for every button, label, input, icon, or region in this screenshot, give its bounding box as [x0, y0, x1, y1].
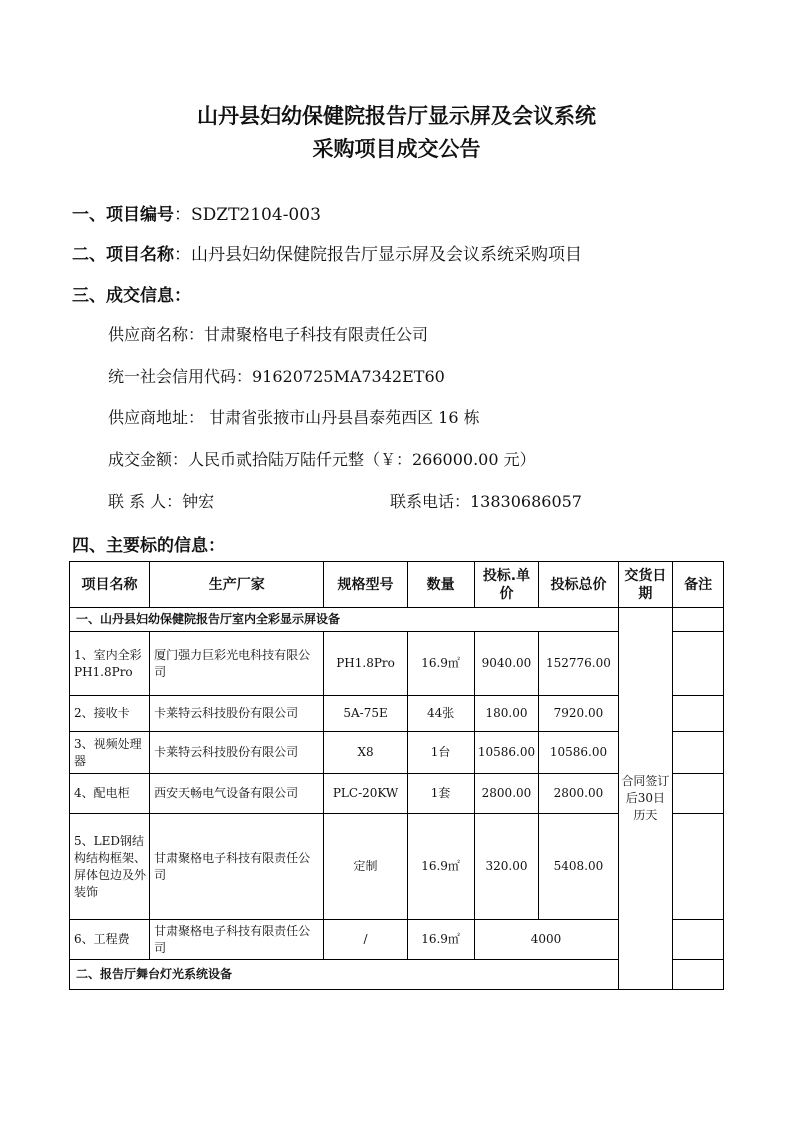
deal-info-heading: [72, 281, 191, 306]
header-note: 备注: [673, 562, 724, 608]
deal-info-label: 三、成交信息：: [72, 286, 191, 306]
cell-price: 9040.00: [474, 632, 539, 696]
contact-phone: 联系电话：13830686057: [390, 492, 582, 511]
group2-label: 二、报告厅舞台灯光系统设备: [70, 960, 619, 990]
cell-maker: 卡莱特云科技股份有限公司: [150, 732, 324, 774]
delivery-date-cell: 合同签订后30日历天: [618, 608, 673, 990]
cell-name: 6、工程费: [70, 920, 150, 960]
main-items-label: 四、主要标的信息：: [72, 536, 225, 556]
cell-total: 2800.00: [539, 774, 618, 814]
project-number-value: ：SDZT2104-003: [174, 205, 321, 225]
cell-model: PLC-20KW: [324, 774, 407, 814]
cell-name: 4、配电柜: [70, 774, 150, 814]
supplier-name: 供应商名称：甘肃聚格电子科技有限责任公司: [108, 325, 429, 344]
project-number-label: 一、项目编号: [72, 205, 174, 225]
header-maker: 生产厂家: [150, 562, 324, 608]
supplier-address: 供应商地址： 甘肃省张掖市山丹县昌泰苑西区 16 栋: [108, 408, 480, 427]
cell-qty: 16.9㎡: [407, 632, 474, 696]
group-row: [70, 608, 724, 632]
note-cell: [673, 774, 724, 814]
project-name-value: ：山丹县妇幼保健院报告厅显示屏及会议系统采购项目: [174, 245, 582, 265]
project-name-label: 二、项目名称: [72, 245, 174, 265]
cell-total: 5408.00: [539, 814, 618, 920]
header-delivery: 交货日期: [618, 562, 673, 608]
cell-price: 180.00: [474, 696, 539, 732]
project-number-line: [72, 200, 321, 225]
group1-label: 一、山丹县妇幼保健院报告厅室内全彩显示屏设备: [70, 608, 619, 632]
cell-name: 1、室内全彩PH1.8Pro: [70, 632, 150, 696]
cell-name: 2、接收卡: [70, 696, 150, 732]
cell-model: 5A-75E: [324, 696, 407, 732]
cell-maker: 甘肃聚格电子科技有限责任公司: [150, 920, 324, 960]
header-total: 投标总价: [539, 562, 618, 608]
cell-maker: 西安天畅电气设备有限公司: [150, 774, 324, 814]
note-cell: [673, 732, 724, 774]
cell-total: 152776.00: [539, 632, 618, 696]
header-name: 项目名称: [70, 562, 150, 608]
cell-price: 10586.00: [474, 732, 539, 774]
cell-combined-price: 4000: [474, 920, 618, 960]
cell-qty: 44张: [407, 696, 474, 732]
header-price: 投标.单价: [474, 562, 539, 608]
cell-maker: 甘肃聚格电子科技有限责任公司: [150, 814, 324, 920]
header-qty: 数量: [407, 562, 474, 608]
cell-total: 10586.00: [539, 732, 618, 774]
cell-maker: 卡莱特云科技股份有限公司: [150, 696, 324, 732]
cell-model: /: [324, 920, 407, 960]
note-cell: [673, 608, 724, 632]
doc-title-line1: 山丹县妇幼保健院报告厅显示屏及会议系统: [197, 104, 596, 128]
cell-model: PH1.8Pro: [324, 632, 407, 696]
header-model: 规格型号: [324, 562, 407, 608]
note-cell: [673, 814, 724, 920]
cell-price: 320.00: [474, 814, 539, 920]
cell-total: 7920.00: [539, 696, 618, 732]
note-cell: [673, 632, 724, 696]
bid-items-table: [69, 561, 724, 990]
credit-code: 统一社会信用代码：91620725MA7342ET60: [108, 367, 445, 386]
cell-qty: 16.9㎡: [407, 920, 474, 960]
cell-maker: 厦门强力巨彩光电科技有限公司: [150, 632, 324, 696]
table-header-row: [70, 562, 724, 608]
cell-qty: 16.9㎡: [407, 814, 474, 920]
note-cell: [673, 696, 724, 732]
doc-title-line2: 采购项目成交公告: [312, 137, 481, 161]
cell-model: 定制: [324, 814, 407, 920]
deal-amount: 成交金额：人民币贰拾陆万陆仟元整（￥：266000.00 元）: [108, 450, 536, 469]
cell-qty: 1台: [407, 732, 474, 774]
main-items-heading: [72, 531, 225, 556]
cell-name: 5、LED钢结构结构框架、屏体包边及外装饰: [70, 814, 150, 920]
cell-name: 3、视频处理器: [70, 732, 150, 774]
cell-qty: 1套: [407, 774, 474, 814]
cell-price: 2800.00: [474, 774, 539, 814]
note-cell: [673, 920, 724, 960]
contact-person: 联 系 人：钟宏: [108, 492, 215, 511]
project-name-line: [72, 240, 582, 265]
note-cell: [673, 960, 724, 990]
cell-model: X8: [324, 732, 407, 774]
